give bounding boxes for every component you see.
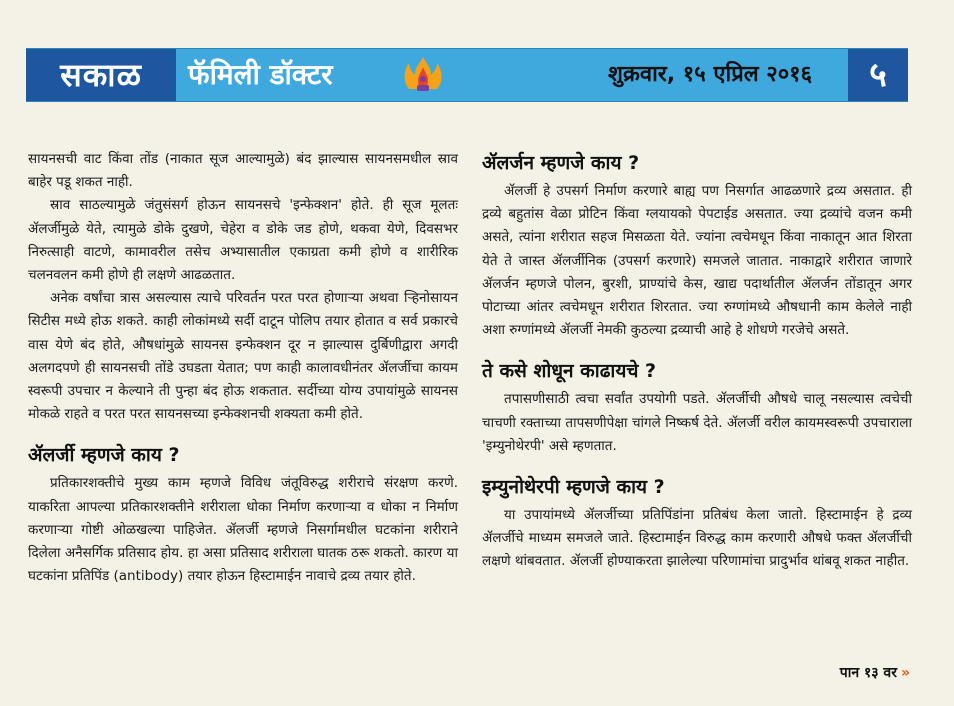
continued-on-page[interactable]	[840, 663, 910, 682]
masthead-logo: सकाळ	[26, 49, 176, 101]
right-column	[482, 150, 912, 574]
paragraph: या उपायांमध्ये ॲलर्जीच्या प्रतिपिंडांना प्रतिबंध केला जातो. हिस्टामाईन हे द्रव्य ॲलर्जीचे माध्यम समजले जाते. हिस्टामाईन विरुद्ध काम करणारी औषधे फक्त ॲलर्जीची लक्षणे थांबवतात. ॲलर्जी होण्याकरता झालेल्या परिणामांचा प्रादुर्भाव थांबवू शकत नाहीत.	[482, 507, 912, 570]
paragraph: अनेक वर्षांचा त्रास असल्यास त्याचे परिवर्तन परत परत होणाऱ्या अथवा ऱ्हिनोसायन सिटीस मध्ये होऊ शकते. काही लोकांमध्ये सर्दी दाटून पोलिप तयार होतात व सर्व प्रकारचे वास येणे बंद होते, औषधांमुळे सायनस इन्फेक्शन दूर न झाल्यास दुर्बिणीद्वारा अगदी अलगदपणे ही सायनसची तोंडे उघडता येतात; पण काही कालावधीनंतर ॲलर्जीचा कायम स्वरूपी उपचार न केल्याने ती पुन्हा बंद होऊ शकतात. सर्दीच्या योग्य उपायांमुळे सायनस मोकळे राहते व परत परत सायनसच्या इन्फेक्शनची शक्यता कमी होते.	[28, 290, 458, 423]
issue-date: शुक्रवार, १५ एप्रिल २०१६	[608, 62, 813, 87]
continued-label: पान १३ वर	[839, 665, 897, 681]
heading-detection: ते कसे शोधून काढायचे ?	[482, 360, 657, 383]
heading-allergy: ॲलर्जी म्हणजे काय ?	[28, 444, 180, 467]
paragraph: ॲलर्जी हे उपसर्ग निर्माण करणारे बाह्य पण निसर्गात आढळणारे द्रव्य असतात. ही द्रव्ये बहुतांस वेळा प्रोटिन किंवा ग्लयायको पेपटाईड असतात. ज्या द्रव्यांचे वजन कमी असते, त्यांना शरीरात सहज मिसळता येते. ज्यांना त्वचेमधून किंवा नाकातून आत शिरता येते ते जास्त ॲलर्जीनिक (उपसर्ग करणारे) समजले जातात. नाकाद्वारे शरीरात जाणारे ॲलर्जन म्हणजे पोलन, बुरशी, प्राण्यांचे केस, खाद्य पदार्थातील ॲलर्जन तोंडातून अगर पोटाच्या आंतर त्वचेमधून शरीरात शिरतात. ज्या रुग्णांमध्ये औषधानी काम केलेले नाही अशा रुग्णांमध्ये ॲलर्जी नेमकी कुठल्या द्रव्याची आहे हे शोधणे गरजेचे असते.	[482, 183, 912, 339]
section-title: फॅमिली डॉक्टर	[188, 58, 333, 91]
page-number: ५	[848, 49, 908, 101]
left-column	[28, 148, 458, 588]
heading-allergen: ॲलर्जन म्हणजे काय ?	[482, 152, 640, 174]
page-banner	[26, 48, 908, 102]
flame-icon	[401, 55, 445, 97]
paragraph: सायनसची वाट किंवा तोंड (नाकात सूज आल्यामुळे) बंद झाल्यास सायनसमधील स्राव बाहेर पडू शकत नाही.	[28, 151, 458, 191]
heading-immunotherapy: इम्युनोथेरपी म्हणजे काय ?	[482, 476, 665, 499]
double-chevron-right-icon: »	[900, 665, 910, 681]
paragraph: स्राव साठल्यामुळे जंतुसंसर्ग होऊन सायनसचे 'इन्फेक्शन' होते. ही सूज मूलतः ॲलर्जीमुळे येते, त्यामुळे डोके दुखणे, चेहेरा व डोके जड होणे, थकवा येणे, दिवसभर निरुत्साही वाटणे, कामावरील तसेच अभ्यासातील एकाग्रता कमी होणे व शारीरिक चलनवलन कमी होणे ही लक्षणे आढळतात.	[28, 197, 458, 284]
paragraph: प्रतिकारशक्तीचे मुख्य काम म्हणजे विविध जंतूविरुद्ध शरीराचे संरक्षण करणे. याकरिता आपल्या प्रतिकारशक्तीने शरीराला धोका निर्माण करणाऱ्या व धोका न निर्माण करणाऱ्या गोष्टी ओळखल्या पाहिजेत. ॲलर्जी म्हणजे निसर्गामधील घटकांना शरीराने दिलेला अनैसर्गिक प्रतिसाद होय. हा असा प्रतिसाद शरीराला घातक ठरू शकतो. कारण या घटकांना प्रतिपिंड (antibody) तयार होऊन हिस्टामाईन नावाचे द्रव्य तयार होते.	[28, 475, 459, 585]
paragraph: तपासणीसाठी त्वचा सर्वांत उपयोगी पडते. ॲलर्जीची औषधे चालू नसल्यास त्वचेची चाचणी रक्ताच्या तापसणीपेक्षा चांगले निष्कर्ष देते. ॲलर्जी वरील कायमस्वरूपी उपचाराला 'इम्युनोथेरपी' असे म्हणतात.	[482, 391, 912, 454]
